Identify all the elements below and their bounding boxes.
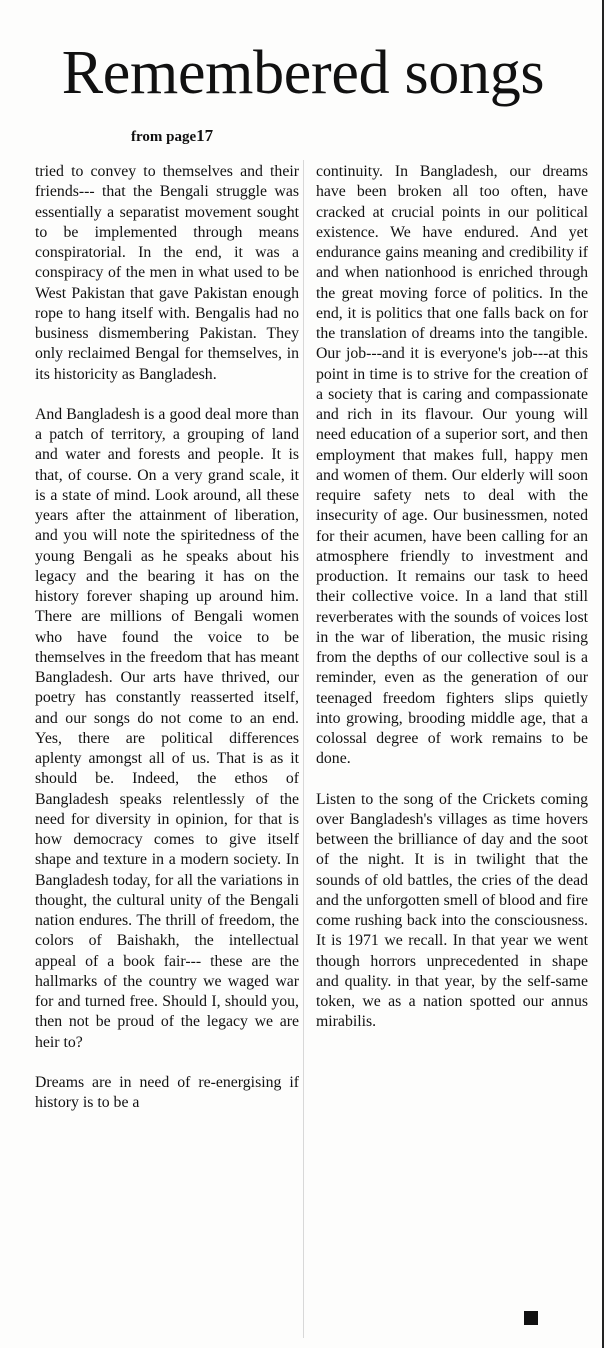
end-of-article-mark xyxy=(524,1311,538,1325)
paragraph: Listen to the song of the Crickets coming over Bangladesh's villages as time hovers between the brilliance of day and the soot of the night. It is in twilight that the sounds of old battles, the cries of the dead and the unforgotten smell of blood and fire come rushing back into the consciousness. It is 1971 we recall. In that year we went though horrors unprecedented in shape and quality. in that year, by the self-same token, we as a nation spotted our annus mirabilis. xyxy=(316,790,588,1031)
continued-prefix: from page xyxy=(131,129,197,145)
article-headline: Remembered songs xyxy=(61,39,545,107)
right-column xyxy=(316,162,588,1033)
paragraph: Dreams are in need of re-energising if history is to be a xyxy=(35,1073,299,1111)
continued-from-line xyxy=(131,126,213,146)
column-divider xyxy=(303,160,304,1338)
page-edge-rule xyxy=(602,0,604,1348)
paragraph: tried to convey to themselves and their friends--- that the Bengali struggle was essentially a separatist movement sought to be implemented through means conspiratorial. In the end, it was a conspiracy of the men in what used to be West Pakistan that gave Pakistan enough rope to hang itself with. Bengalis had no business dismembering Pakistan. They only reclaimed Bengal for themselves, in its historicity as Bangladesh. xyxy=(35,163,299,383)
paragraph: continuity. In Bangladesh, our dreams have been broken all too often, have cracked at crucial points in our political existence. We have endured. And yet endurance gains meaning and credibility if and when nationhood is enriched through the great moving force of politics. In the end, it is politics that one falls back on for the translation of dreams into the tangible. Our job---and it is everyone's job---at this point in time is to strive for the creation of a society that is caring and compassionate and rich in its flavour. Our young will need education of a superior sort, and then employment that makes full, happy men and women of them. Our elderly will soon require safety nets to deal with the insecurity of age. Our businessmen, noted for their acumen, have been calling for an atmosphere friendly to investment and production. It remains our task to heed their collective voice. In a land that still reverberates with the sounds of voices lost in the war of liberation, the music rising from the depths of our collective soul is a reminder, even as the generation of our teenaged freedom fighters slips quietly into growing, brooding middle age, that a colossal degree of work remains to be done. xyxy=(316,163,588,768)
paragraph: And Bangladesh is a good deal more than a patch of territory, a grouping of land and water and forests and people. It is that, of course. On a very grand scale, it is a state of mind. Look around, all these years after the attainment of liberation, and you will note the spiritedness of the young Bengali as he speaks about his legacy and the bearing it has on the history forever shaping up around him. There are millions of Bengali women who have found the voice to be themselves in the freedom that has meant Bangladesh. Our arts have thrived, our poetry has constantly reasserted itself, and our songs do not come to an end. Yes, there are political differences aplenty amongst all of us. That is as it should be. Indeed, the ethos of Bangladesh speaks relentlessly of the need for diversity in opinion, for that is how democracy comes to give itself shape and texture in a modern society. In Bangladesh today, for all the variations in thought, the cultural unity of the Bengali nation endures. The thrill of freedom, the colors of Baishakh, the intellectual appeal of a book fair--- these are the hallmarks of the country we waged war for and turned free. Should I, should you, then not be proud of the legacy we are heir to? xyxy=(35,405,299,1051)
continued-page-number: 17 xyxy=(196,126,214,145)
left-column xyxy=(35,162,299,1113)
